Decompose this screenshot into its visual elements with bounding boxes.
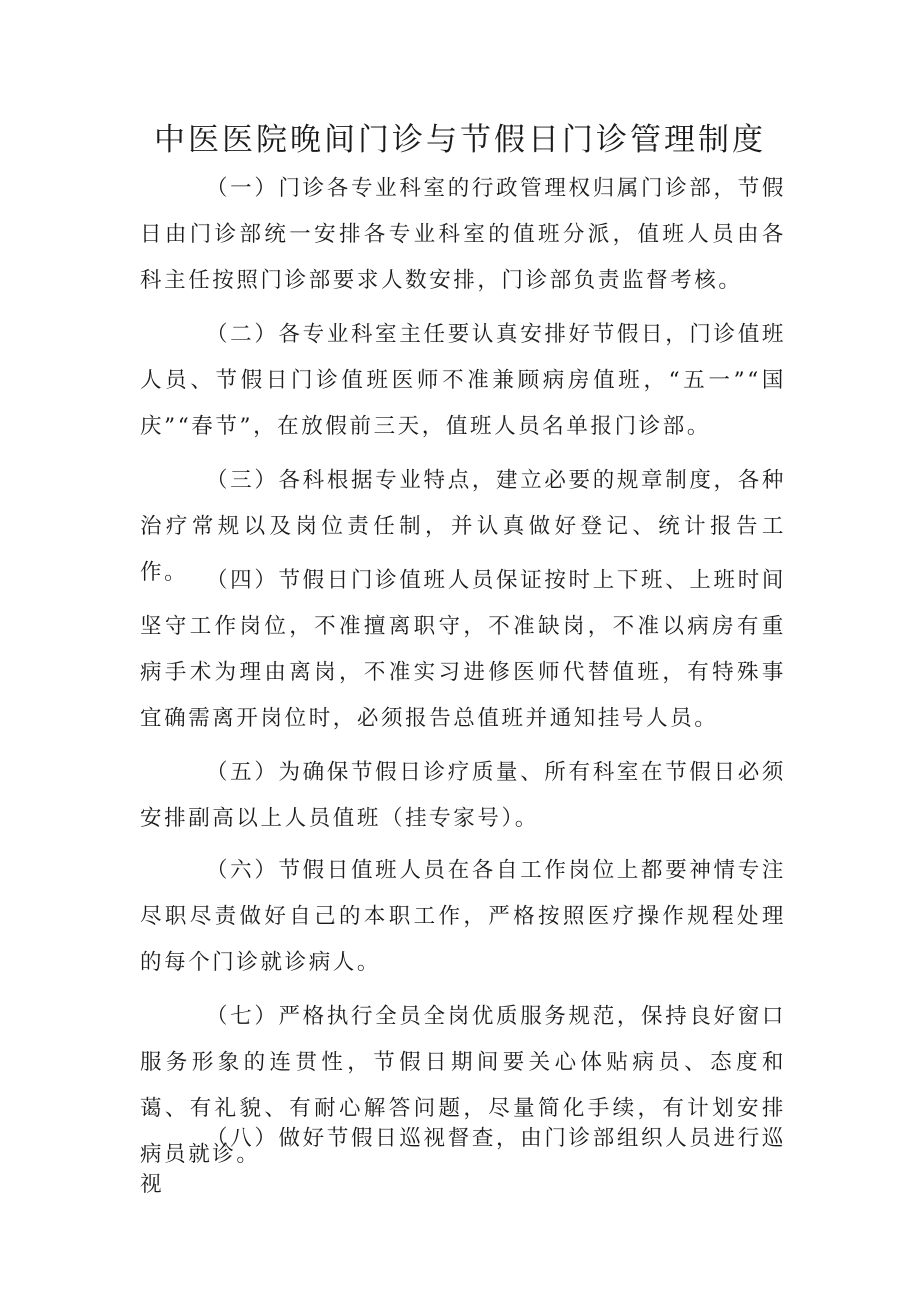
document-title: 中医医院晚间门诊与节假日门诊管理制度 bbox=[154, 122, 766, 158]
paragraph-8: （八）做好节假日巡视督查，由门诊部组织人员进行巡视 bbox=[140, 1126, 786, 1197]
paragraph-5: （五）为确保节假日诊疗质量、所有科室在节假日必须安排副高以上人员值班（挂专家号）。 bbox=[140, 760, 786, 831]
paragraph-1: （一）门诊各专业科室的行政管理权归属门诊部，节假日由门诊部统一安排各专业科室的值班分派，值班人员由各科主任按照门诊部要求人数安排，门诊部负责监督考核。 bbox=[140, 176, 786, 293]
paragraph-6: （六）节假日值班人员在各自工作岗位上都要神情专注尽职尽责做好自己的本职工作，严格按照医疗操作规程处理的每个门诊就诊病人。 bbox=[140, 858, 786, 975]
paragraph-2: （二）各专业科室主任要认真安排好节假日，门诊值班人员、节假日门诊值班医师不准兼顾病房值班，“五一”“国庆”“春节”，在放假前三天，值班人员名单报门诊部。 bbox=[140, 322, 786, 439]
paragraph-4: （四）节假日门诊值班人员保证按时上下班、上班时间坚守工作岗位，不准擅离职守，不准缺岗，不准以病房有重病手术为理由离岗，不准实习进修医师代替值班，有特殊事宜确需离开岗位时，必须报告总值班并通知挂号人员。 bbox=[140, 568, 786, 731]
paragraph-3: （三）各科根据专业特点，建立必要的规章制度，各种治疗常规以及岗位责任制，并认真做好登记、统计报告工作。 bbox=[140, 468, 786, 585]
paragraph-7: （七）严格执行全员全岗优质服务规范，保持良好窗口服务形象的连贯性，节假日期间要关心体贴病员、态度和蔼、有礼貌、有耐心解答问题，尽量简化手续，有计划安排病员就诊。 bbox=[140, 1004, 786, 1167]
